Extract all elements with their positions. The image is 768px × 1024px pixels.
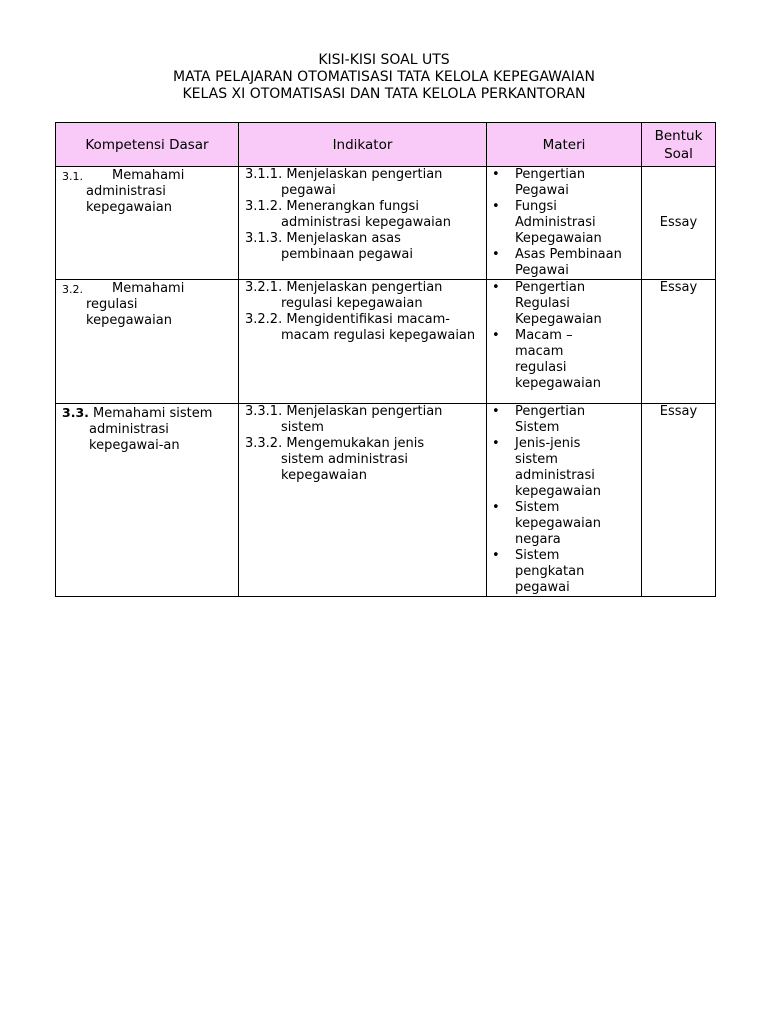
materi-item	[487, 548, 599, 596]
materi-text: Sistem kepegawaian negara	[515, 500, 601, 547]
indikator-cell	[239, 167, 487, 280]
table-row	[56, 404, 716, 597]
materi-text: Macam – macam regulasi kepegawaian	[515, 328, 601, 391]
kd-text-rest: regulasi kepegawaian	[86, 297, 172, 328]
materi-text: Sistem pengkatan pegawai	[515, 548, 585, 595]
indikator-text: Menjelaskan pengertian sistem	[281, 404, 443, 435]
bullet-icon: •	[492, 404, 500, 419]
kd-number: 3.3.	[62, 405, 89, 420]
header-kompetensi-dasar: Kompetensi Dasar	[56, 123, 239, 167]
table-header-row	[56, 123, 716, 167]
kd-cell	[56, 280, 239, 404]
bullet-icon: •	[492, 167, 500, 182]
indikator-item	[245, 404, 482, 436]
header-materi: Materi	[487, 123, 642, 167]
materi-item	[487, 280, 609, 328]
indikator-code: 3.1.3.	[245, 231, 283, 246]
bentuk-soal-cell	[642, 167, 716, 280]
materi-cell	[487, 404, 642, 597]
indikator-item	[245, 312, 481, 344]
indikator-code: 3.1.2.	[245, 199, 283, 214]
title-line-1: KISI-KISI SOAL UTS	[318, 52, 450, 68]
indikator-code: 3.2.2.	[245, 312, 283, 327]
indikator-text: Menerangkan fungsi administrasi kepegawaian	[281, 199, 451, 230]
header-bentuk-soal	[642, 123, 716, 167]
materi-text: Pengertian Pegawai	[515, 167, 586, 198]
bullet-icon: •	[492, 199, 500, 214]
materi-item	[487, 404, 599, 436]
table-row	[56, 167, 716, 280]
materi-item	[487, 167, 609, 199]
bullet-icon: •	[492, 500, 500, 515]
indikator-code: 3.1.1.	[245, 167, 283, 182]
indikator-text: Menjelaskan pengertian pegawai	[281, 167, 443, 198]
bentuk-soal-cell	[642, 404, 716, 597]
materi-text: Asas Pembinaan Pegawai	[515, 247, 622, 278]
indikator-text: Menjelaskan pengertian regulasi kepegawaian	[281, 280, 443, 311]
kd-cell	[56, 404, 239, 597]
indikator-item	[245, 280, 482, 312]
materi-item	[487, 247, 641, 279]
materi-text: Pengertian Regulasi Kepegawaian	[515, 280, 602, 327]
header-indikator: Indikator	[239, 123, 487, 167]
bullet-icon: •	[492, 247, 500, 262]
indikator-cell	[239, 404, 487, 597]
kd-text-line1: Memahami	[112, 281, 185, 296]
kd-text-line1: Memahami	[112, 168, 185, 183]
indikator-cell	[239, 280, 487, 404]
bullet-icon: •	[492, 548, 500, 563]
indikator-text: Mengemukakan jenis sistem administrasi kepegawaian	[281, 436, 425, 483]
indikator-text: Mengidentifikasi macam-macam regulasi kepegawaian	[281, 312, 476, 343]
materi-item	[487, 328, 619, 392]
materi-text: Fungsi Administrasi Kepegawaian	[515, 199, 602, 246]
indikator-item	[245, 436, 471, 484]
materi-cell	[487, 280, 642, 404]
kd-text-rest: administrasi kepegawaian	[86, 184, 172, 215]
indikator-item	[245, 167, 482, 199]
bentuk-soal-value: Essay	[659, 404, 698, 419]
title-line-3: KELAS XI OTOMATISASI DAN TATA KELOLA PERKANTORAN	[182, 86, 586, 102]
indikator-item	[245, 199, 482, 231]
bentuk-soal-cell	[642, 280, 716, 404]
materi-text: Pengertian Sistem	[515, 404, 586, 435]
kisi-kisi-table	[55, 122, 716, 597]
kd-text-line1: Memahami sistem	[93, 406, 213, 421]
indikator-text: Menjelaskan asas pembinaan pegawai	[281, 231, 413, 262]
kd-number: 3.2.	[62, 283, 83, 296]
bullet-icon: •	[492, 328, 500, 343]
kd-number: 3.1.	[62, 170, 83, 183]
title-line-2: MATA PELAJARAN OTOMATISASI TATA KELOLA KEPEGAWAIAN	[173, 69, 595, 85]
materi-cell	[487, 167, 642, 280]
bentuk-soal-value: Essay	[659, 280, 698, 295]
kd-text-rest: administrasi kepegawai-an	[89, 422, 180, 453]
materi-item	[487, 500, 609, 548]
header-bentuk-soal-label: Bentuk Soal	[654, 127, 703, 162]
indikator-code: 3.3.2.	[245, 436, 283, 451]
bullet-icon: •	[492, 280, 500, 295]
indikator-item	[245, 231, 471, 263]
table-row	[56, 280, 716, 404]
materi-text: Jenis-jenis sistem administrasi kepegawaian	[515, 436, 601, 499]
materi-item	[487, 436, 599, 500]
materi-item	[487, 199, 609, 247]
bentuk-soal-value: Essay	[659, 215, 698, 230]
bullet-icon: •	[492, 436, 500, 451]
kd-cell	[56, 167, 239, 280]
indikator-code: 3.2.1.	[245, 280, 283, 295]
indikator-code: 3.3.1.	[245, 404, 283, 419]
